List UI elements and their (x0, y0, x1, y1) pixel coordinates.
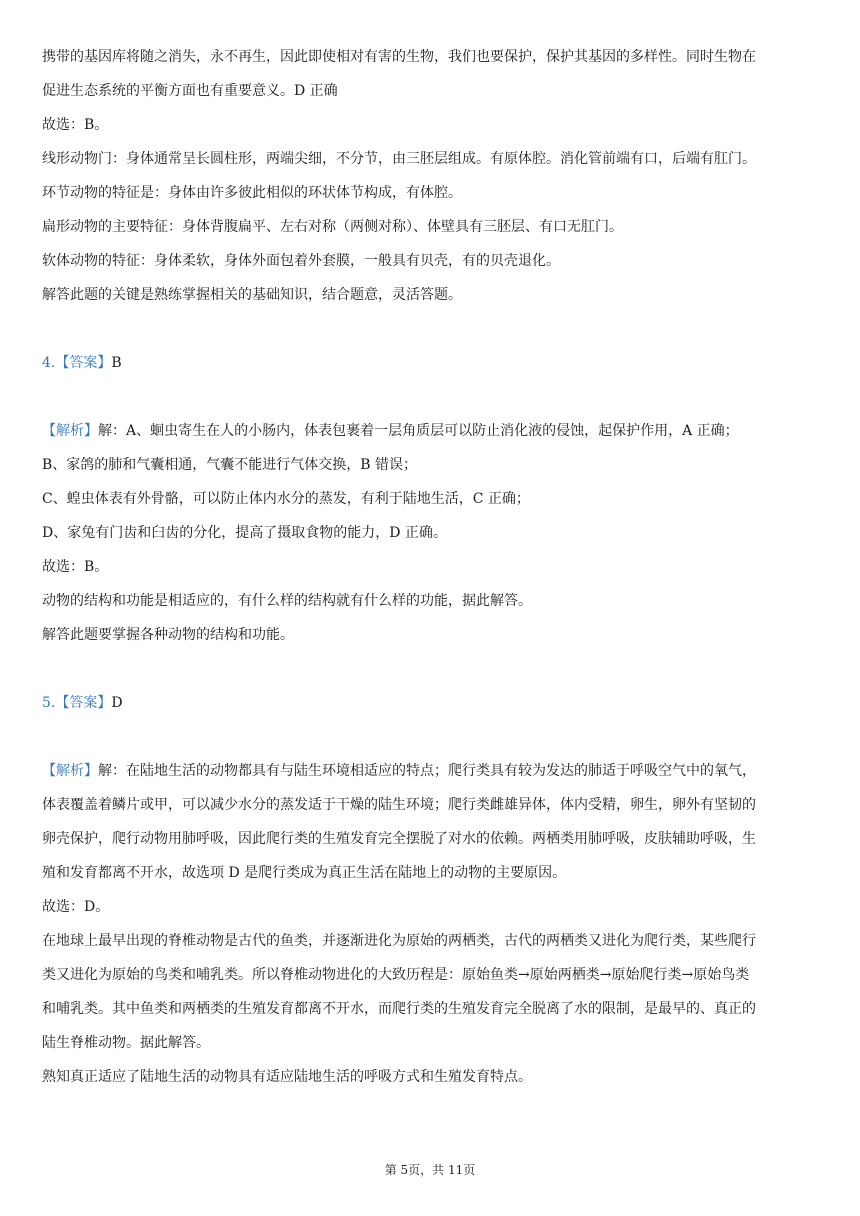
spacer (42, 652, 820, 686)
text-line: 动物的结构和功能是相适应的，有什么样的结构就有什么样的功能，据此解答。 (42, 593, 532, 609)
text-line: 软体动物的特征：身体柔软，身体外面包着外套膜，一般具有贝壳，有的贝壳退化。 (42, 253, 560, 269)
document-page (42, 40, 820, 1094)
answer-tag: 【答案】 (55, 695, 112, 711)
text-line: B、家鸽的肺和气囊相通，气囊不能进行气体交换，B 错误； (42, 457, 418, 473)
text-line: 在地球上最早出现的脊椎动物是古代的鱼类，并逐渐进化为原始的两栖类，古代的两栖类又进化为爬行类，某些爬行 (42, 933, 756, 949)
text-line: C、蝗虫体表有外骨骼，可以防止体内水分的蒸发，有利于陆地生活，C 正确； (42, 491, 530, 507)
text-line: 故选：D。 (42, 899, 110, 915)
page-footer: 第 5页，共 11页 (384, 1163, 476, 1177)
analysis-text: 解：在陆地生活的动物都具有与陆生环境相适应的特点；爬行类具有较为发达的肺适于呼吸空气中的氧气， (98, 763, 756, 779)
spacer (42, 380, 820, 414)
answer-tag: 【答案】 (55, 355, 112, 371)
text-line: 类又进化为原始的鸟类和哺乳类。所以脊椎动物进化的大致历程是：原始鱼类→原始两栖类→原始爬行类→原始鸟类 (42, 967, 750, 983)
text-line: 线形动物门：身体通常呈长圆柱形，两端尖细，不分节，由三胚层组成。有原体腔。消化管前端有口，后端有肛门。 (42, 151, 756, 167)
question-number: 5. (42, 695, 56, 711)
answer-value: B (111, 355, 122, 371)
question-4-analysis (42, 414, 820, 448)
question-4-answer (42, 346, 820, 380)
text-line: 携带的基因库将随之消失，永不再生，因此即使相对有害的生物，我们也要保护，保护其基因的多样性。同时生物在 (42, 49, 756, 65)
text-line: 促进生态系统的平衡方面也有重要意义。D 正确 (42, 83, 338, 99)
question-5-answer (42, 686, 820, 720)
text-line: D、家兔有门齿和臼齿的分化，提高了摄取食物的能力，D 正确。 (42, 525, 447, 541)
text-line: 故选：B。 (42, 117, 109, 133)
text-line: 环节动物的特征是：身体由许多彼此相似的环状体节构成，有体腔。 (42, 185, 462, 201)
question-number: 4. (42, 355, 56, 371)
text-line: 和哺乳类。其中鱼类和两栖类的生殖发育都离不开水，而爬行类的生殖发育完全脱离了水的限制，是最早的、真正的 (42, 1001, 756, 1017)
text-line: 熟知真正适应了陆地生活的动物具有适应陆地生活的呼吸方式和生殖发育特点。 (42, 1069, 532, 1085)
spacer (42, 720, 820, 754)
text-line: 故选：B。 (42, 559, 109, 575)
analysis-tag: 【解析】 (42, 423, 98, 439)
text-line: 陆生脊椎动物。据此解答。 (42, 1035, 210, 1051)
analysis-tag: 【解析】 (42, 763, 98, 779)
question-5-analysis (42, 754, 820, 788)
text-line: 殖和发育都离不开水，故选项 D 是爬行类成为真正生活在陆地上的动物的主要原因。 (42, 865, 567, 881)
text-line: 解答此题的关键是熟练掌握相关的基础知识，结合题意，灵活答题。 (42, 287, 462, 303)
analysis-text: 解：A、蛔虫寄生在人的小肠内，体表包裹着一层角质层可以防止消化液的侵蚀，起保护作用，A 正确； (98, 423, 739, 439)
answer-value: D (111, 695, 123, 711)
text-line: 体表覆盖着鳞片或甲，可以减少水分的蒸发适于干燥的陆生环境；爬行类雌雄异体，体内受精，卵生，卵外有坚韧的 (42, 797, 756, 813)
spacer (42, 312, 820, 346)
text-line: 卵壳保护，爬行动物用肺呼吸，因此爬行类的生殖发育完全摆脱了对水的依赖。两栖类用肺呼吸，皮肤辅助呼吸，生 (42, 831, 756, 847)
text-line: 解答此题要掌握各种动物的结构和功能。 (42, 627, 294, 643)
text-line: 扁形动物的主要特征：身体背腹扁平、左右对称（两侧对称）、体壁具有三胚层、有口无肛门。 (42, 219, 623, 235)
